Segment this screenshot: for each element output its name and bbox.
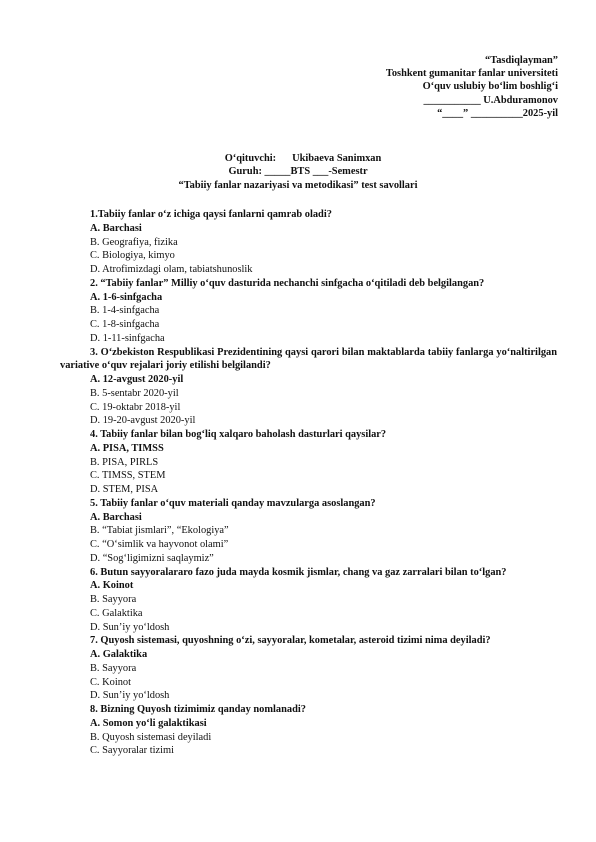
- option-a: A. Koinot: [90, 580, 134, 592]
- question-text: 5. Tabiiy fanlar o‘quv materiali qanday mavzularga asoslangan?: [90, 497, 376, 509]
- department-name: O‘quv uslubiy bo‘lim boshlig‘i: [422, 81, 558, 93]
- question-list: [60, 208, 557, 758]
- question-5: [60, 497, 557, 566]
- option-b: B. PISA, PIRLS: [90, 456, 159, 468]
- question-7: [60, 634, 557, 703]
- option-d: D. Atrofimizdagi olam, tabiatshunoslik: [90, 264, 253, 275]
- question-text: 2. “Tabiiy fanlar” Milliy o‘quv dasturida nechanchi sinfgacha o‘qitiladi deb belgilangan?: [90, 277, 485, 289]
- option-d: D. STEM, PISA: [90, 484, 159, 495]
- header-info: [0, 152, 596, 192]
- teacher-name: Ukibaeva Sanimxan: [292, 153, 382, 164]
- group-line: Guruh: _____BTS ___-Semestr: [228, 166, 368, 178]
- question-8: [60, 703, 557, 758]
- question-4: [60, 428, 557, 497]
- option-a: A. Somon yo‘li galaktikasi: [90, 717, 207, 729]
- option-c: C. 1-8-sinfgacha: [90, 319, 160, 330]
- option-a: A. Barchasi: [90, 511, 142, 523]
- question-text: 4. Tabiiy fanlar bilan bog‘liq xalqaro baholash dasturlari qaysilar?: [90, 429, 387, 440]
- option-b: B. “Tabiat jismlari”, “Ekologiya”: [90, 525, 229, 537]
- option-b: B. Sayyora: [90, 594, 137, 605]
- signature-line: ___________ U.Abduramonov: [423, 94, 558, 106]
- question-text: 8. Bizning Quyosh tizimimiz qanday nomlanadi?: [90, 704, 306, 715]
- option-d: D. Sun’iy yo‘ldosh: [90, 690, 170, 702]
- question-text: 3. O‘zbekiston Respublikasi Prezidentining qaysi qarori bilan maktablarda tabiiy fanlarga yo‘naltirilgan variative o‘quv rejalari joriy etilishi belgilandi?: [60, 346, 557, 372]
- option-d: D. “Sog‘ligimizni saqlaymiz”: [90, 552, 214, 564]
- approval-block: [386, 54, 558, 120]
- option-b: B. Sayyora: [90, 662, 137, 674]
- option-c: C. Biologiya, kimyo: [90, 250, 175, 262]
- option-c: C. Sayyoralar tizimi: [90, 745, 174, 757]
- university-name: Toshkent gumanitar fanlar universiteti: [385, 68, 558, 80]
- option-c: C. Galaktika: [90, 607, 143, 619]
- question-text: 6. Butun sayyoralararo fazo juda mayda kosmik jismlar, chang va gaz zarralari bilan to‘lgan?: [90, 566, 507, 578]
- option-a: A. PISA, TIMSS: [90, 442, 164, 454]
- question-2: [60, 277, 557, 346]
- teacher-label: O‘qituvchi:: [224, 153, 277, 164]
- option-b: B. 1-4-sinfgacha: [90, 305, 160, 317]
- option-a: A. 1-6-sinfgacha: [90, 291, 163, 303]
- option-d: D. 19-20-avgust 2020-yil: [90, 415, 196, 427]
- subject-line: “Tabiiy fanlar nazariyasi va metodikasi” test savollari: [178, 179, 418, 191]
- question-text: 1.Tabiiy fanlar o‘z ichiga qaysi fanlarni qamrab oladi?: [90, 209, 332, 220]
- question-3: [60, 346, 557, 429]
- option-a: A. Galaktika: [90, 649, 148, 660]
- option-c: C. 19-oktabr 2018-yil: [90, 401, 181, 413]
- date-line: “____” __________2025-yil: [437, 107, 558, 119]
- teacher-line: [0, 152, 596, 165]
- question-text: 7. Quyosh sistemasi, quyoshning o‘zi, sayyoralar, kometalar, asteroid tizimi nima deyiladi?: [90, 635, 491, 647]
- option-b: B. 5-sentabr 2020-yil: [90, 387, 179, 399]
- question-1: [60, 208, 557, 277]
- option-c: C. Koinot: [90, 676, 131, 688]
- option-c: C. “O‘simlik va hayvonot olami”: [90, 539, 229, 550]
- option-c: C. TIMSS, STEM: [90, 470, 166, 482]
- option-d: D. 1-11-sinfgacha: [90, 332, 165, 344]
- option-b: B. Quyosh sistemasi deyiladi: [90, 731, 212, 743]
- option-b: B. Geografiya, fizika: [90, 236, 178, 248]
- question-6: [60, 566, 557, 635]
- approval-title: “Tasdiqlayman”: [485, 55, 558, 66]
- option-a: A. 12-avgust 2020-yil: [90, 374, 184, 385]
- option-a: A. Barchasi: [90, 222, 142, 234]
- option-d: D. Sun’iy yo‘ldosh: [90, 621, 170, 633]
